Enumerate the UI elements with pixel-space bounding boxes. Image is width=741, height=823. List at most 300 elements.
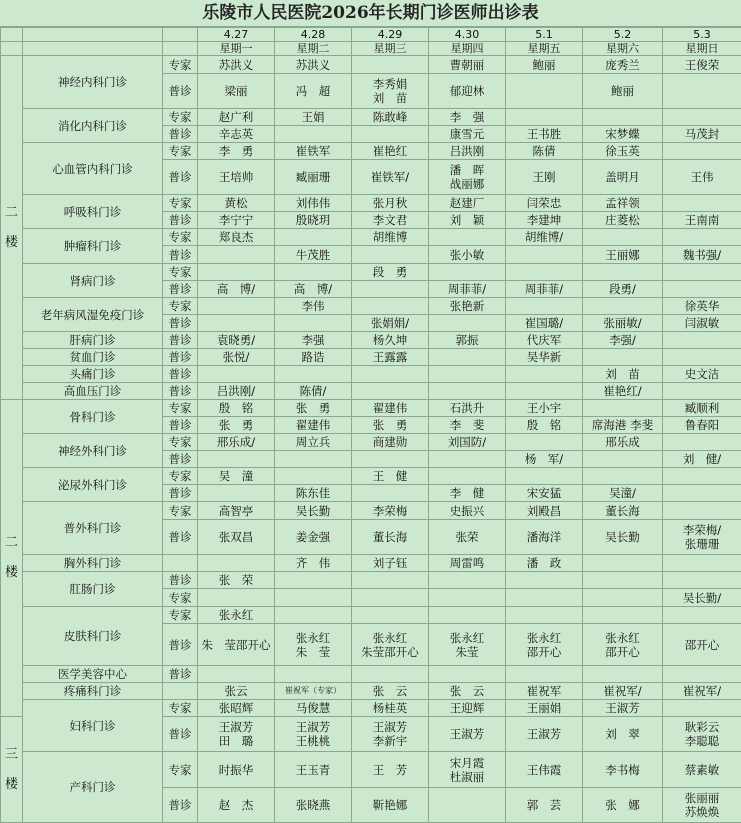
doctor-name: 田 璐 — [198, 734, 274, 748]
clinic-type: 普诊 — [163, 246, 198, 264]
clinic-type: 普诊 — [163, 126, 198, 143]
doctor-cell — [663, 434, 741, 451]
doctor-cell: 蔡素敏 — [663, 752, 741, 788]
clinic-type: 普诊 — [163, 160, 198, 195]
floor-label: 二楼 — [1, 56, 23, 400]
clinic-type: 专家 — [163, 143, 198, 160]
doctor-cell: 刘 健/ — [663, 451, 741, 468]
doctor-cell: 马俊慧 — [275, 700, 352, 717]
clinic-type: 专家 — [163, 468, 198, 485]
doctor-cell: 崔铁军 — [275, 143, 352, 160]
schedule-row — [1, 56, 741, 74]
doctor-cell — [429, 666, 506, 683]
doctor-cell: 翟建伟 — [275, 417, 352, 434]
doctor-cell: 刘伟伟 — [275, 195, 352, 212]
doctor-cell: 袁晓勇/ — [198, 332, 275, 349]
doctor-cell: 张 娜 — [583, 788, 663, 823]
doctor-cell — [506, 666, 583, 683]
clinic-type: 专家 — [163, 56, 198, 74]
doctor-cell — [583, 624, 663, 666]
schedule-row — [1, 298, 741, 315]
doctor-cell — [429, 264, 506, 281]
clinic-type: 专家 — [163, 589, 198, 607]
doctor-cell: 吴长勤 — [275, 502, 352, 520]
doctor-cell — [275, 666, 352, 683]
doctor-cell: 张 云 — [429, 683, 506, 700]
department-name: 胸外科门诊 — [23, 555, 163, 572]
doctor-cell: 王丽娟 — [506, 700, 583, 717]
doctor-cell: 魏书强/ — [663, 246, 741, 264]
schedule-row — [1, 109, 741, 126]
clinic-type: 普诊 — [163, 451, 198, 468]
doctor-cell: 刘子钰 — [352, 555, 429, 572]
doctor-cell: 牛茂胜 — [275, 246, 352, 264]
department-name: 老年病风湿免疫门诊 — [23, 298, 163, 332]
doctor-cell — [352, 607, 429, 624]
doctor-cell — [663, 485, 741, 502]
doctor-cell: 朱 莹邵开心 — [198, 624, 275, 666]
doctor-cell: 曹朝丽 — [429, 56, 506, 74]
doctor-cell — [663, 229, 741, 246]
doctor-cell — [198, 315, 275, 332]
doctor-cell: 高智亭 — [198, 502, 275, 520]
doctor-cell: 时振华 — [198, 752, 275, 788]
doctor-cell: 崔艳红/ — [583, 383, 663, 400]
schedule-row — [1, 229, 741, 246]
schedule-row — [1, 502, 741, 520]
doctor-cell: 徐英华 — [663, 298, 741, 315]
doctor-cell: 马茂封 — [663, 126, 741, 143]
department-name: 产科门诊 — [23, 752, 163, 823]
doctor-cell: 高 博/ — [275, 281, 352, 298]
doctor-cell: 臧丽珊 — [275, 160, 352, 195]
doctor-cell — [198, 589, 275, 607]
date-cell: 4.30 — [429, 28, 506, 42]
doctor-cell: 宋梦蝶 — [583, 126, 663, 143]
schedule-row — [1, 332, 741, 349]
schedule-row — [1, 607, 741, 624]
doctor-cell: 李伟 — [275, 298, 352, 315]
doctor-cell — [429, 383, 506, 400]
doctor-cell — [506, 74, 583, 109]
doctor-cell — [352, 298, 429, 315]
doctor-cell — [198, 264, 275, 281]
doctor-name: 朱 莹 — [275, 645, 351, 659]
doctor-cell: 石洪升 — [429, 400, 506, 417]
doctor-cell: 辛志英 — [198, 126, 275, 143]
doctor-name: 李荣梅/ — [663, 523, 741, 537]
doctor-name: 李新宇 — [352, 734, 428, 748]
doctor-cell: 李宁宁 — [198, 212, 275, 229]
department-name: 消化内科门诊 — [23, 109, 163, 143]
doctor-cell — [198, 451, 275, 468]
doctor-cell: 商建勋 — [352, 434, 429, 451]
doctor-cell — [275, 229, 352, 246]
doctor-cell: 闫淑敏 — [663, 315, 741, 332]
clinic-type: 普诊 — [163, 624, 198, 666]
doctor-cell: 赵建厂 — [429, 195, 506, 212]
doctor-cell — [352, 589, 429, 607]
doctor-cell — [663, 607, 741, 624]
clinic-type: 普诊 — [163, 366, 198, 383]
doctor-cell — [275, 468, 352, 485]
doctor-cell — [663, 349, 741, 366]
clinic-type: 普诊 — [163, 520, 198, 555]
doctor-cell — [352, 74, 429, 109]
weekday-cell: 星期三 — [352, 42, 429, 56]
doctor-cell: 王娟 — [275, 109, 352, 126]
doctor-cell — [352, 383, 429, 400]
clinic-type: 专家 — [163, 752, 198, 788]
doctor-cell: 史振兴 — [429, 502, 506, 520]
department-name: 贫血门诊 — [23, 349, 163, 366]
doctor-cell — [663, 74, 741, 109]
doctor-cell — [583, 607, 663, 624]
clinic-type — [163, 683, 198, 700]
doctor-cell: 张 勇 — [198, 417, 275, 434]
doctor-cell — [663, 520, 741, 555]
doctor-cell: 张 勇 — [352, 417, 429, 434]
clinic-type: 专家 — [163, 400, 198, 417]
doctor-name: 王淑芳 — [198, 720, 274, 734]
doctor-cell: 徐玉英 — [583, 143, 663, 160]
weekday-cell: 星期二 — [275, 42, 352, 56]
doctor-cell: 李荣梅 — [352, 502, 429, 520]
floor-label: 三楼 — [1, 717, 23, 823]
doctor-name: 邵开心 — [583, 645, 662, 659]
doctor-cell — [583, 400, 663, 417]
doctor-cell: 吴长勤 — [583, 520, 663, 555]
doctor-cell — [583, 298, 663, 315]
schedule-row — [1, 143, 741, 160]
doctor-cell — [583, 451, 663, 468]
doctor-cell: 王伟霞 — [506, 752, 583, 788]
doctor-cell — [583, 109, 663, 126]
doctor-cell: 刘 苗 — [583, 366, 663, 383]
doctor-cell — [429, 624, 506, 666]
doctor-cell — [429, 229, 506, 246]
doctor-cell — [352, 281, 429, 298]
doctor-cell — [429, 160, 506, 195]
doctor-cell: 段勇/ — [583, 281, 663, 298]
doctor-cell: 王刚 — [506, 160, 583, 195]
doctor-cell: 杨桂英 — [352, 700, 429, 717]
doctor-name: 张永红 — [429, 631, 505, 645]
department-name: 心血管内科门诊 — [23, 143, 163, 195]
doctor-cell: 宋安猛 — [506, 485, 583, 502]
doctor-cell: 刘国防/ — [429, 434, 506, 451]
doctor-cell: 王小宇 — [506, 400, 583, 417]
doctor-cell: 张 云 — [352, 683, 429, 700]
doctor-cell: 史文洁 — [663, 366, 741, 383]
weekday-cell: 星期日 — [663, 42, 741, 56]
doctor-cell — [506, 298, 583, 315]
doctor-cell: 刘殿昌 — [506, 502, 583, 520]
doctor-cell: 孟祥领 — [583, 195, 663, 212]
doctor-cell — [506, 589, 583, 607]
doctor-cell — [506, 468, 583, 485]
clinic-type: 专家 — [163, 195, 198, 212]
doctor-cell — [352, 366, 429, 383]
doctor-cell: 陈敢峰 — [352, 109, 429, 126]
doctor-cell — [506, 624, 583, 666]
date-cell: 4.29 — [352, 28, 429, 42]
clinic-type: 普诊 — [163, 349, 198, 366]
doctor-cell: 吴 潼 — [198, 468, 275, 485]
doctor-cell: 张 荣 — [198, 572, 275, 589]
schedule-row — [1, 366, 741, 383]
date-cell: 5.3 — [663, 28, 741, 42]
doctor-cell — [506, 246, 583, 264]
doctor-cell: 王露露 — [352, 349, 429, 366]
doctor-cell: 董长海 — [583, 502, 663, 520]
doctor-cell — [429, 366, 506, 383]
doctor-cell — [275, 366, 352, 383]
doctor-cell: 胡维博 — [352, 229, 429, 246]
doctor-cell: 张云 — [198, 683, 275, 700]
doctor-cell: 陈倩 — [506, 143, 583, 160]
doctor-cell — [663, 281, 741, 298]
doctor-cell: 王 芳 — [352, 752, 429, 788]
clinic-type: 普诊 — [163, 315, 198, 332]
doctor-cell: 杨 军/ — [506, 451, 583, 468]
doctor-cell — [583, 349, 663, 366]
doctor-name: 王桃桃 — [275, 734, 351, 748]
doctor-cell — [663, 700, 741, 717]
doctor-cell: 邵开心 — [663, 624, 741, 666]
doctor-cell: 张丽敏/ — [583, 315, 663, 332]
department-name: 普外科门诊 — [23, 502, 163, 555]
department-name: 医学美容中心 — [23, 666, 163, 683]
doctor-cell — [506, 434, 583, 451]
doctor-name: 张永红 — [352, 631, 428, 645]
weekday-cell: 星期四 — [429, 42, 506, 56]
schedule-row — [1, 349, 741, 366]
department-name: 妇科门诊 — [23, 700, 163, 752]
doctor-cell — [506, 607, 583, 624]
doctor-cell — [352, 451, 429, 468]
doctor-cell: 庞秀兰 — [583, 56, 663, 74]
doctor-cell: 王玉青 — [275, 752, 352, 788]
department-name: 高血压门诊 — [23, 383, 163, 400]
doctor-cell: 李强/ — [583, 332, 663, 349]
doctor-cell: 张娟娟/ — [352, 315, 429, 332]
doctor-cell: 潘 政 — [506, 555, 583, 572]
doctor-cell — [275, 126, 352, 143]
clinic-type: 普诊 — [163, 485, 198, 502]
doctor-cell — [583, 572, 663, 589]
doctor-cell: 苏洪义 — [198, 56, 275, 74]
doctor-name: 潘 晖 — [429, 163, 505, 177]
clinic-type: 专家 — [163, 229, 198, 246]
clinic-type: 普诊 — [163, 212, 198, 229]
doctor-cell: 靳艳娜 — [352, 788, 429, 823]
doctor-cell: 王书胜 — [506, 126, 583, 143]
clinic-type: 普诊 — [163, 788, 198, 823]
doctor-cell: 张双昌 — [198, 520, 275, 555]
doctor-cell — [352, 666, 429, 683]
doctor-cell: 李 斐 — [429, 417, 506, 434]
doctor-cell — [663, 502, 741, 520]
doctor-cell — [275, 451, 352, 468]
doctor-cell — [429, 788, 506, 823]
doctor-cell: 张晓燕 — [275, 788, 352, 823]
clinic-type: 普诊 — [163, 332, 198, 349]
date-cell: 5.2 — [583, 28, 663, 42]
doctor-cell — [583, 229, 663, 246]
doctor-cell — [352, 717, 429, 752]
department-name: 肾病门诊 — [23, 264, 163, 298]
doctor-cell: 王淑芳 — [583, 700, 663, 717]
doctor-cell — [198, 666, 275, 683]
doctor-cell: 陈东佳 — [275, 485, 352, 502]
doctor-cell — [429, 589, 506, 607]
clinic-type: 专家 — [163, 434, 198, 451]
doctor-cell: 王南南 — [663, 212, 741, 229]
weekday-cell: 星期六 — [583, 42, 663, 56]
schedule-row — [1, 195, 741, 212]
weekday-cell: 星期五 — [506, 42, 583, 56]
doctor-name: 张珊珊 — [663, 537, 741, 551]
doctor-cell — [663, 383, 741, 400]
doctor-cell: 王淑芳 — [506, 717, 583, 752]
clinic-type: 专家 — [163, 502, 198, 520]
date-cell: 5.1 — [506, 28, 583, 42]
doctor-cell: 王培帅 — [198, 160, 275, 195]
clinic-type: 专家 — [163, 264, 198, 281]
doctor-cell: 崔祝军/ — [663, 683, 741, 700]
clinic-type: 普诊 — [163, 417, 198, 434]
doctor-cell — [275, 264, 352, 281]
doctor-cell — [506, 366, 583, 383]
doctor-name: 王淑芳 — [352, 720, 428, 734]
doctor-cell: 邢乐成/ — [198, 434, 275, 451]
doctor-cell: 李强 — [275, 332, 352, 349]
doctor-cell — [583, 264, 663, 281]
doctor-cell — [275, 572, 352, 589]
doctor-cell: 翟建伟 — [352, 400, 429, 417]
department-name: 泌尿外科门诊 — [23, 468, 163, 502]
doctor-cell — [198, 298, 275, 315]
doctor-cell: 冯 超 — [275, 74, 352, 109]
doctor-cell — [663, 195, 741, 212]
doctor-cell — [663, 332, 741, 349]
schedule-row — [1, 264, 741, 281]
doctor-name: 宋月霞 — [429, 756, 505, 770]
doctor-cell: 鲍丽 — [506, 56, 583, 74]
doctor-cell: 张荣 — [429, 520, 506, 555]
doctor-cell — [352, 126, 429, 143]
department-name: 头痛门诊 — [23, 366, 163, 383]
department-name: 神经外科门诊 — [23, 434, 163, 468]
floor-label: 二楼 — [1, 400, 23, 717]
doctor-cell: 王迎辉 — [429, 700, 506, 717]
schedule-row — [1, 752, 741, 788]
doctor-cell: 吴华新 — [506, 349, 583, 366]
doctor-cell: 张 勇 — [275, 400, 352, 417]
doctor-cell — [663, 109, 741, 126]
doctor-cell — [275, 315, 352, 332]
doctor-cell — [429, 607, 506, 624]
date-cell: 4.27 — [198, 28, 275, 42]
clinic-type: 普诊 — [163, 74, 198, 109]
doctor-cell: 郑良杰 — [198, 229, 275, 246]
doctor-cell: 鲁春阳 — [663, 417, 741, 434]
doctor-cell — [275, 589, 352, 607]
date-cell: 4.28 — [275, 28, 352, 42]
doctor-name: 朱莹 — [429, 645, 505, 659]
doctor-cell — [275, 607, 352, 624]
doctor-cell: 张小敏 — [429, 246, 506, 264]
clinic-type: 专家 — [163, 298, 198, 315]
clinic-type: 普诊 — [163, 666, 198, 683]
clinic-type: 普诊 — [163, 383, 198, 400]
doctor-cell — [663, 572, 741, 589]
doctor-cell: 臧顺利 — [663, 400, 741, 417]
date-row — [1, 28, 741, 42]
doctor-cell: 席海港 李斐 — [583, 417, 663, 434]
doctor-cell — [198, 246, 275, 264]
clinic-type: 专家 — [163, 700, 198, 717]
doctor-cell: 王伟 — [663, 160, 741, 195]
weekday-row — [1, 42, 741, 56]
doctor-cell — [663, 717, 741, 752]
doctor-name: 朱莹邵开心 — [352, 645, 428, 659]
doctor-cell: 胡维博/ — [506, 229, 583, 246]
doctor-cell: 张艳新 — [429, 298, 506, 315]
doctor-name: 张丽丽 — [663, 791, 741, 805]
doctor-cell: 康雪元 — [429, 126, 506, 143]
doctor-name: 李秀娟 — [352, 77, 428, 91]
doctor-cell — [198, 717, 275, 752]
department-name: 呼吸科门诊 — [23, 195, 163, 229]
clinic-type: 普诊 — [163, 281, 198, 298]
doctor-cell — [663, 555, 741, 572]
doctor-cell — [275, 624, 352, 666]
doctor-cell — [198, 366, 275, 383]
doctor-cell: 张月秋 — [352, 195, 429, 212]
doctor-cell — [352, 624, 429, 666]
doctor-cell: 殷晓玥 — [275, 212, 352, 229]
doctor-cell: 苏洪义 — [275, 56, 352, 74]
doctor-cell: 李 勇 — [198, 143, 275, 160]
doctor-cell: 刘 颖 — [429, 212, 506, 229]
doctor-name: 刘 苗 — [352, 91, 428, 105]
doctor-name: 苏焕焕 — [663, 805, 741, 819]
doctor-name: 李聪聪 — [663, 734, 741, 748]
doctor-cell: 段 勇 — [352, 264, 429, 281]
doctor-cell: 崔祝军/ — [583, 683, 663, 700]
doctor-cell — [429, 451, 506, 468]
doctor-cell: 周菲菲/ — [429, 281, 506, 298]
doctor-cell: 梁丽 — [198, 74, 275, 109]
doctor-cell: 吕洪刚/ — [198, 383, 275, 400]
doctor-cell: 路诰 — [275, 349, 352, 366]
doctor-cell — [429, 349, 506, 366]
doctor-cell: 周雷鸣 — [429, 555, 506, 572]
doctor-name: 耿彩云 — [663, 720, 741, 734]
doctor-cell — [352, 572, 429, 589]
page-title: 乐陵市人民医院2026年长期门诊医师出诊表 — [0, 0, 741, 27]
doctor-cell: 陈倩/ — [275, 383, 352, 400]
doctor-cell: 殷 铭 — [198, 400, 275, 417]
doctor-name: 张永红 — [583, 631, 662, 645]
doctor-cell: 潘海洋 — [506, 520, 583, 555]
schedule-row — [1, 383, 741, 400]
schedule-row — [1, 400, 741, 417]
doctor-cell: 崔祝军 — [506, 683, 583, 700]
doctor-cell — [663, 468, 741, 485]
